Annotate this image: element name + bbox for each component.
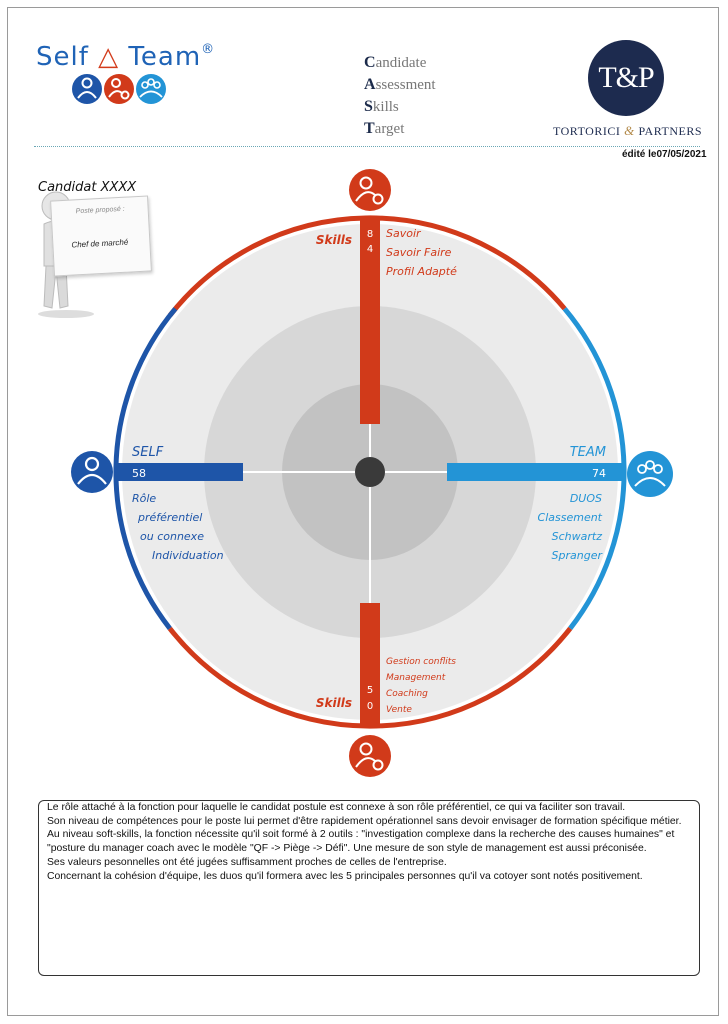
self-score: 58: [132, 467, 146, 480]
edit-date: édité le07/05/2021: [622, 149, 707, 160]
summary-paragraph: Son niveau de compétences pour le poste lui permet d'être rapidement opérationnel sans devoir envisager de formation spécifique métier. Au niveau soft-skills, la fonction nécessite qu'il soit formé à 2 outils : "investigation complexe dans la recherche des causes humaines" et "posture du manager coach avec le modèle "QF -> Piège -> Défi". Une mesure de son style de management est aussi préconisée.: [47, 815, 682, 855]
skills-top-item: Savoir: [386, 227, 421, 240]
self-item: ou connexe: [140, 530, 204, 543]
team-icon: [627, 451, 673, 497]
candidate-name: Candidat XXXX: [38, 180, 137, 195]
self-team-logo: Self △ Team®: [36, 42, 216, 72]
self-icon: [71, 451, 113, 493]
skills-bottom-item: Gestion conflits: [386, 657, 456, 667]
team-item: Classement: [537, 511, 602, 524]
skills-top-score-digit: 8: [366, 229, 374, 240]
team-score: 74: [592, 467, 606, 480]
skills-bottom-title: Skills: [315, 696, 352, 710]
skills-top-item: Savoir Faire: [386, 246, 452, 259]
skills-bottom-item: Coaching: [386, 689, 428, 699]
summary-box: [38, 800, 700, 976]
self-item: Individuation: [152, 549, 224, 562]
team-item: Schwartz: [551, 530, 602, 543]
self-item: préférentiel: [138, 511, 203, 524]
skills-top-title: Skills: [315, 233, 352, 247]
cast-acronym: Candidate Assessment Skills Target: [364, 54, 436, 137]
skills-top-icon: [349, 169, 391, 211]
position-sign: Poste proposé : Chef de marché: [50, 195, 152, 276]
self-item: Rôle: [132, 492, 157, 505]
summary-paragraph: Le rôle attaché à la fonction pour laquelle le candidat postule est connexe à son rôle préférentiel, ce qui va faciliter son travail.: [47, 802, 626, 813]
skills-bottom-icon: [349, 735, 391, 777]
skills-top-item: Profil Adapté: [386, 265, 457, 278]
skills-top-score-digit: 4: [366, 244, 374, 255]
skills-bottom-score-digit: 5: [366, 685, 374, 696]
firm-name: TORTORICI & PARTNERS: [553, 123, 702, 138]
skills-bottom-item: Management: [386, 673, 446, 683]
skills-bottom-item: Vente: [386, 705, 412, 715]
summary-paragraph: Ses valeurs pesonnelles ont été jugées suffisamment proches de celles de l'entreprise.: [47, 856, 447, 868]
position-value: Chef de marché: [71, 237, 129, 250]
firm-logo: T&P: [588, 40, 664, 116]
center-dot: [355, 457, 385, 487]
team-title: TEAM: [569, 445, 606, 460]
team-item: Spranger: [551, 549, 602, 562]
skills-bottom-score-digit: 0: [366, 701, 374, 712]
self-title: SELF: [132, 445, 164, 460]
summary-paragraph: Concernant la cohésion d'équipe, les duos qu'il formera avec les 5 principales personnes qu'il va cotoyer sont notés positivement.: [47, 870, 643, 882]
team-item: DUOS: [569, 492, 602, 505]
